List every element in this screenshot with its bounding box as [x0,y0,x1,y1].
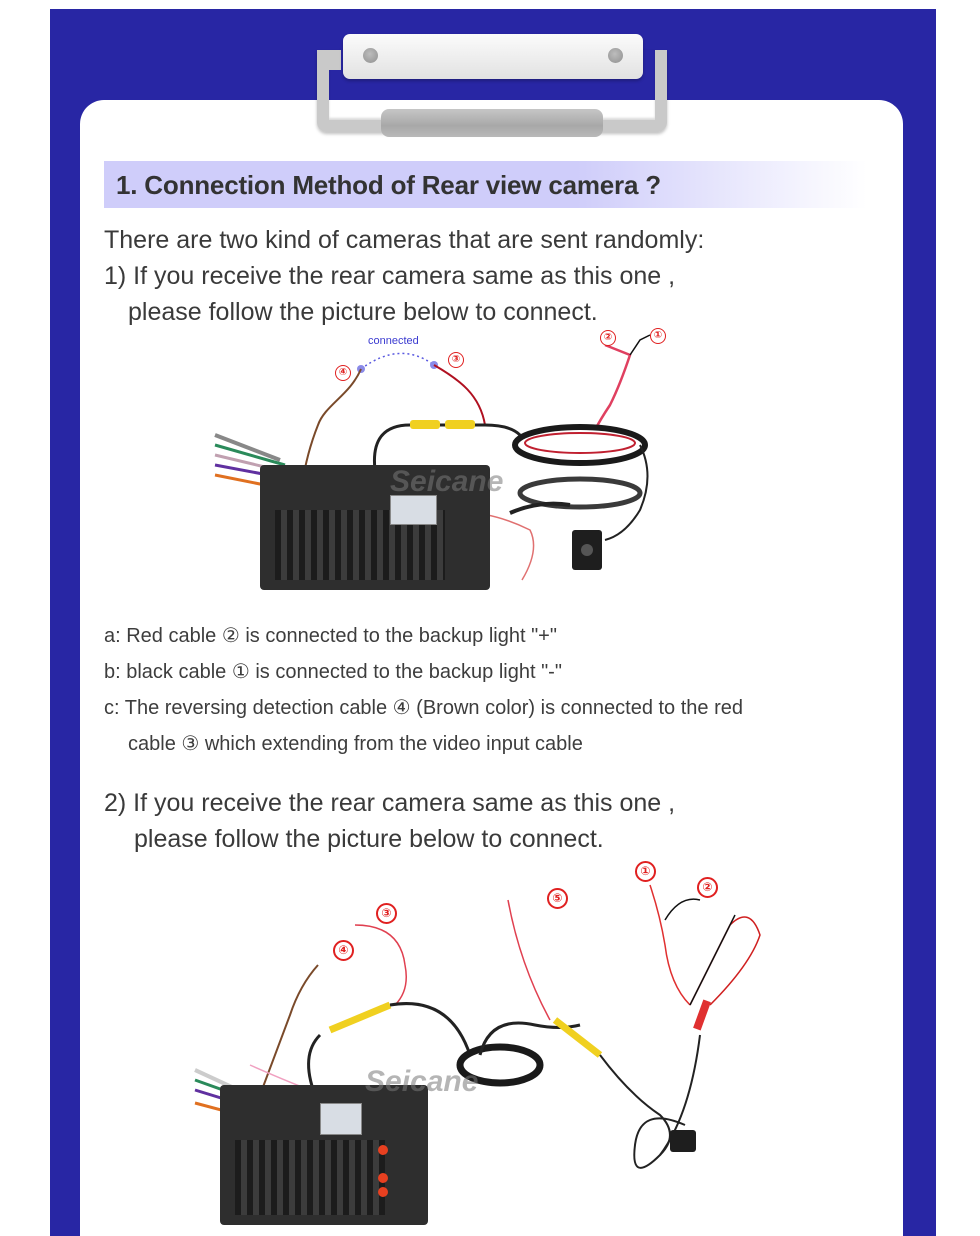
label-2: ② [600,330,616,346]
rca-port [378,1187,388,1197]
watermark: Seicane [390,465,504,498]
case1-line2: please follow the picture below to connect. [128,298,598,326]
connector-block [390,495,437,525]
case1-line1: 1) If you receive the rear camera same as this one , [104,262,676,290]
label-4: ④ [335,365,351,381]
label-1: ① [650,328,666,344]
connected-label: connected [368,335,419,347]
label-3: ③ [448,352,464,368]
rear-camera-1 [572,530,602,570]
section-heading [104,161,867,208]
label-5: ⑤ [547,888,568,909]
note-c-line1: c: The reversing detection cable ④ (Brown color) is connected to the red [104,697,743,719]
intro-line: There are two kind of cameras that are sent randomly: [104,226,705,254]
label-4: ④ [333,940,354,961]
case2-paragraph [104,785,675,857]
camera-lens [581,544,593,556]
clip-plate [343,34,643,79]
heat-sink [235,1140,385,1215]
section-heading-text: 1. Connection Method of Rear view camera ? [116,170,661,200]
label-1: ① [635,861,656,882]
clip-hole-left [363,48,378,63]
connection-notes [104,618,743,762]
case2-line2: please follow the picture below to connect. [134,825,604,853]
intro-paragraph [104,222,704,330]
rca-port [378,1173,388,1183]
clip-hole-right [608,48,623,63]
connector-block [320,1103,362,1135]
note-b: b: black cable ① is connected to the backup light "-" [104,661,562,683]
clip-bar [381,109,603,137]
wiring-diagram-2 [190,855,790,1235]
label-3: ③ [376,903,397,924]
rca-port [378,1145,388,1155]
note-a: a: Red cable ② is connected to the backup light "+" [104,625,557,647]
wiring-diagram-1 [210,325,700,605]
case2-line1: 2) If you receive the rear camera same as this one , [104,789,676,817]
label-2: ② [697,877,718,898]
note-c-line2: cable ③ which extending from the video input cable [128,733,583,755]
head-unit-2 [220,1085,428,1225]
watermark: Seicane [365,1065,479,1098]
rear-camera-2 [670,1130,696,1152]
